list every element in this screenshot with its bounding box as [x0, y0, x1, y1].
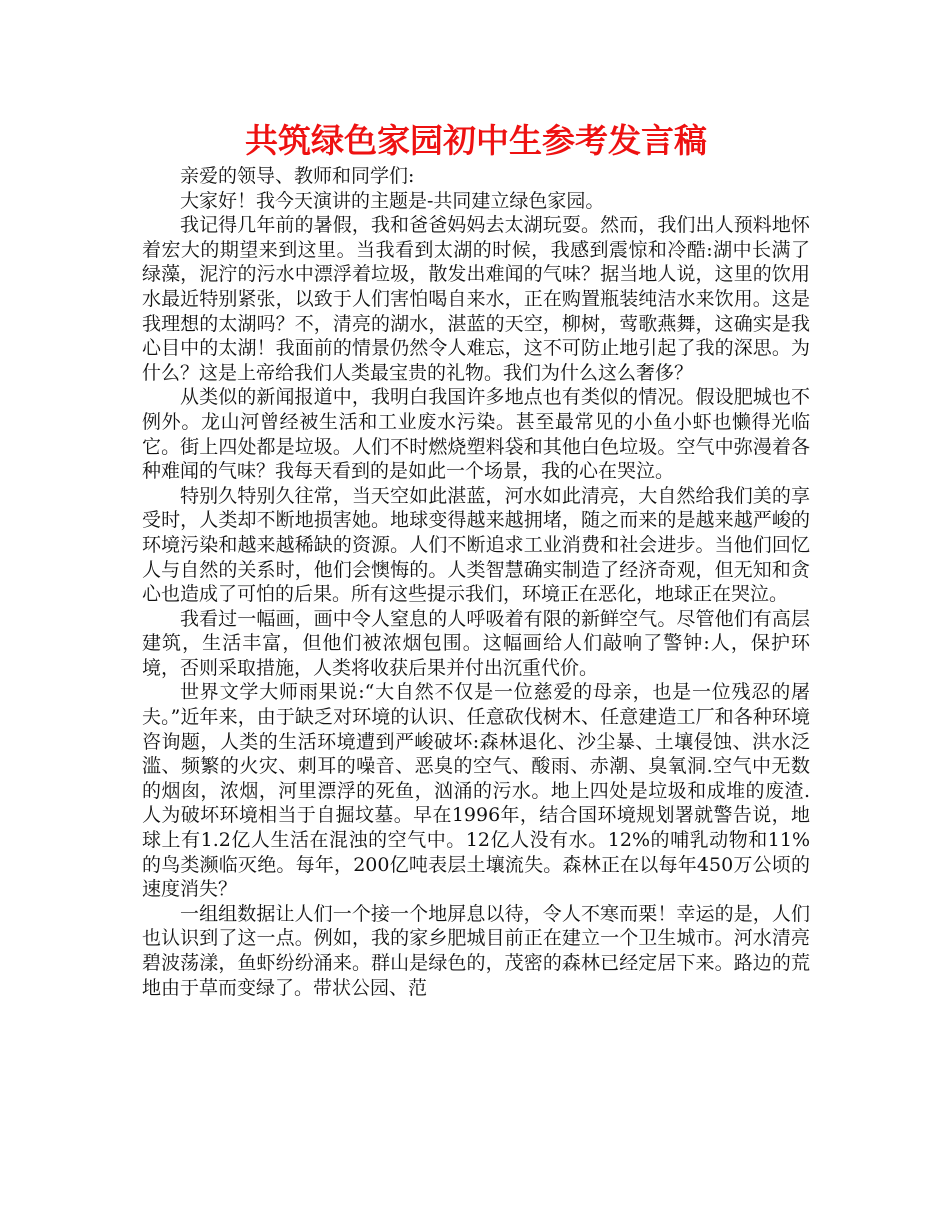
body-paragraph: 特别久特别久往常，当天空如此湛蓝，河水如此清亮，大自然给我们美的享受时，人类却不断地损害她。地球变得越来越拥堵，随之而来的是越来越严峻的环境污染和越来越稀缺的资源。人们不断追求工业消费和社会进步。当他们回忆人与自然的关系时，他们会懊悔的。人类智慧确实制造了经济奇观，但无知和贪心也造成了可怕的后果。所有这些提示我们，环境正在恶化，地球正在哭泣。 [142, 484, 810, 606]
body-paragraph: 一组组数据让人们一个接一个地屏息以待，令人不寒而栗！幸运的是，人们也认识到了这一点。例如，我的家乡肥城目前正在建立一个卫生城市。河水清亮碧波荡漾，鱼虾纷纷涌来。群山是绿色的，茂密的森林已经定居下来。路边的荒地由于草而变绿了。带状公园、范 [142, 902, 810, 999]
body-paragraph: 我看过一幅画，画中令人窒息的人呼吸着有限的新鲜空气。尽管他们有高层建筑，生活丰富，但他们被浓烟包围。这幅画给人们敲响了警钟:人，保护环境，否则采取措施，人类将收获后果并付出沉重代价。 [142, 607, 810, 679]
document-page [142, 118, 810, 1000]
body-paragraph: 我记得几年前的暑假，我和爸爸妈妈去太湖玩耍。然而，我们出人预料地怀着宏大的期望来到这里。当我看到太湖的时候，我感到震惊和冷酷:湖中长满了绿藻，泥泞的污水中漂浮着垃圾，散发出难闻的气味？据当地人说，这里的饮用水最近特别紧张，以致于人们害怕喝自来水，正在购置瓶装纯洁水来饮用。这是我理想的太湖吗？不，清亮的湖水，湛蓝的天空，柳树，莺歌燕舞，这确实是我心目中的太湖！我面前的情景仍然令人难忘，这不可防止地引起了我的深思。为什么？这是上帝给我们人类最宝贵的礼物。我们为什么这么奢侈？ [142, 214, 810, 384]
body-paragraph: 世界文学大师雨果说:“大自然不仅是一位慈爱的母亲，也是一位残忍的屠夫。”近年来，由于缺乏对环境的认识、任意砍伐树木、任意建造工厂和各种环境咨询题，人类的生活环境遭到严峻破坏:森林退化、沙尘暴、土壤侵蚀、洪水泛滥、频繁的火灾、刺耳的噪音、恶臭的空气、酸雨、赤潮、臭氧洞.空气中无数的烟囱，浓烟，河里漂浮的死鱼，汹涌的污水。地上四处是垃圾和成堆的废渣.人为破坏环境相当于自掘坟墓。早在1996年，结合国环境规划署就警告说，地球上有1.2亿人生活在混浊的空气中。12亿人没有水。12%的哺乳动物和11%的鸟类濒临灭绝。每年，200亿吨表层土壤流失。森林正在以每年450万公顷的速度消失？ [142, 681, 810, 901]
greeting-paragraph: 大家好！我今天演讲的主题是-共同建立绿色家园。 [180, 189, 605, 212]
body-paragraph: 从类似的新闻报道中，我明白我国许多地点也有类似的情况。假设肥城也不例外。龙山河曾经被生活和工业废水污染。甚至最常见的小鱼小虾也懒得光临它。街上四处都是垃圾。人们不时燃烧塑料袋和其他白色垃圾。空气中弥漫着各种难闻的气味？我每天看到的是如此一个场景，我的心在哭泣。 [142, 386, 810, 483]
document-title: 共筑绿色家园初中生参考发言稿 [245, 121, 707, 160]
salutation: 亲爱的领导、教师和同学们: [180, 165, 415, 187]
